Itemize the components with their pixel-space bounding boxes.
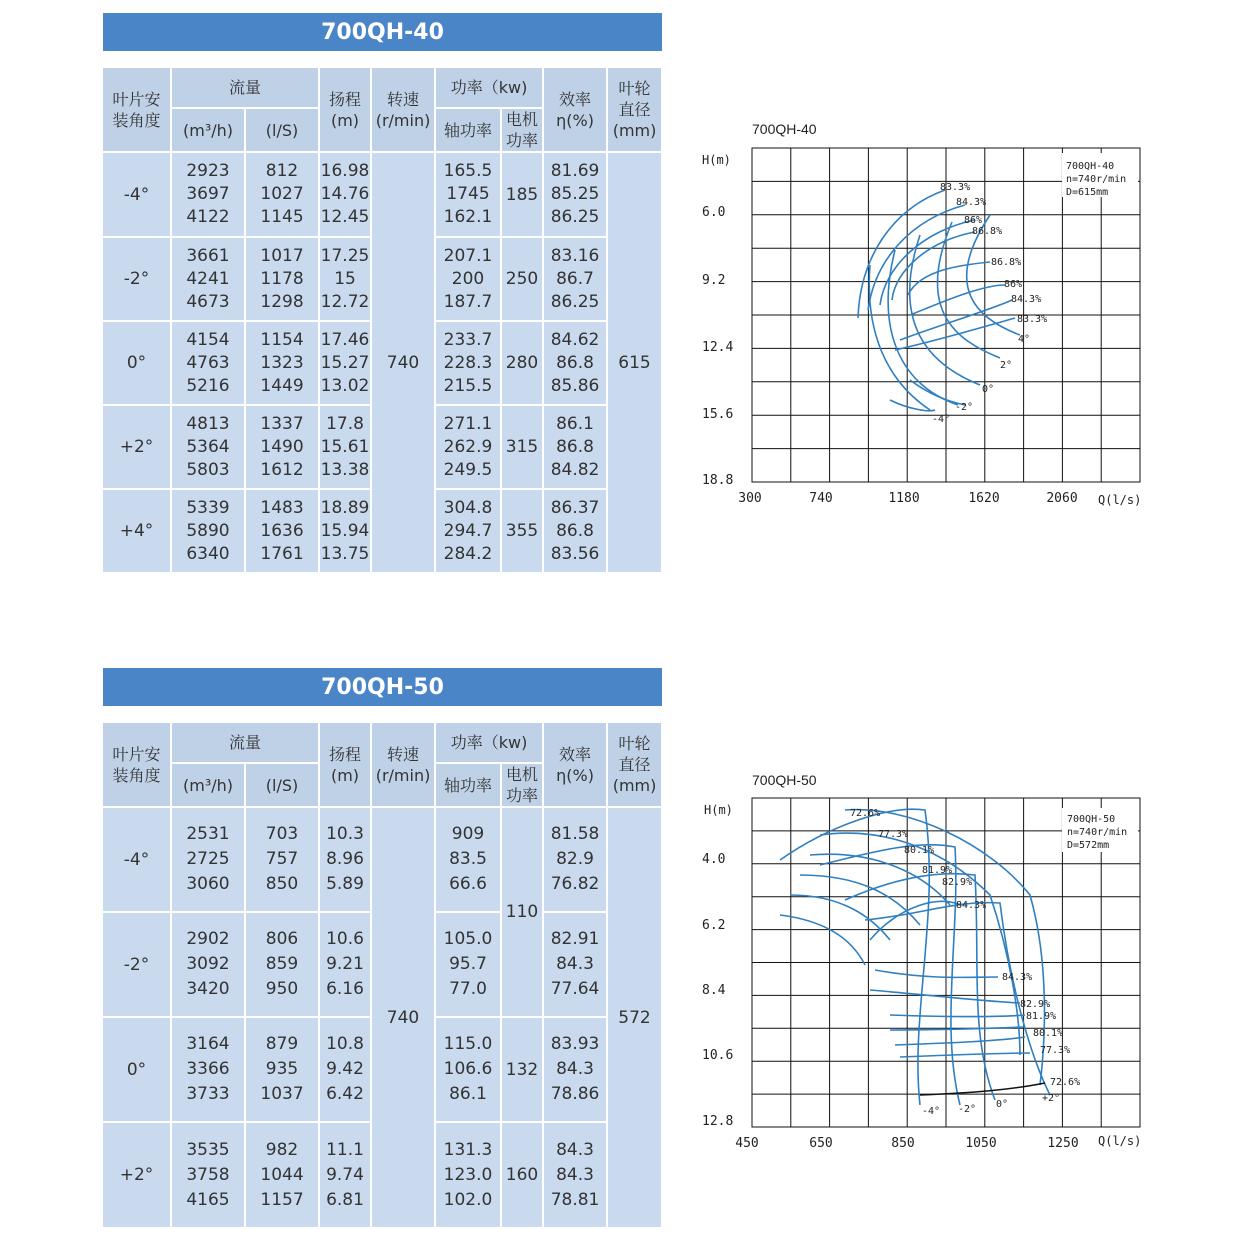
efficiency-curve xyxy=(880,220,975,305)
angle-cell: +2° xyxy=(103,405,171,489)
shaft-power-cell: 304.8 294.7 284.2 xyxy=(435,489,501,573)
efficiency-contours xyxy=(858,190,1015,350)
chart-title: 700QH-50 xyxy=(752,772,817,788)
legend-line: 700QH-50 xyxy=(1067,814,1116,825)
efficiency-curve xyxy=(900,1053,1030,1057)
x-tick-label: 850 xyxy=(891,1136,915,1151)
shaft-power-header: 轴功率 xyxy=(435,108,501,152)
efficiency-cell: 84.3 84.3 78.81 xyxy=(543,1122,607,1228)
flow-m3h-cell: 3535 3758 4165 xyxy=(171,1122,245,1228)
flow-header: 流量 xyxy=(171,68,319,108)
shaft-power-cell: 105.0 95.7 77.0 xyxy=(435,912,501,1017)
motor-power-cell: 280 xyxy=(501,321,543,405)
angle-cell: -4° xyxy=(103,807,171,912)
chart-title: 700QH-40 xyxy=(752,121,817,137)
y-tick-label: 15.6 xyxy=(702,407,734,422)
efficiency-label: 86% xyxy=(964,215,983,226)
efficiency-label: 86.8% xyxy=(991,257,1022,268)
motor-power-header: 电机 功率 xyxy=(501,763,543,807)
angle-cell: -2° xyxy=(103,912,171,1017)
efficiency-label: 81.9% xyxy=(922,865,953,876)
shaft-power-cell: 271.1 262.9 249.5 xyxy=(435,405,501,489)
motor-power-cell: 185 xyxy=(501,152,543,237)
impeller-cell: 572 xyxy=(607,807,662,1228)
speed-cell: 740 xyxy=(371,807,435,1228)
x-tick-label: 450 xyxy=(735,1136,759,1151)
angle-label: 4° xyxy=(1018,334,1031,345)
shaft-power-cell: 131.3 123.0 102.0 xyxy=(435,1122,501,1228)
flow-ls-header: (l/S) xyxy=(245,763,319,807)
efficiency-label: 72.6% xyxy=(1050,1077,1081,1088)
flow-ls-cell: 1337 1490 1612 xyxy=(245,405,319,489)
power-header: 功率（kw) xyxy=(435,723,543,763)
shaft-power-cell: 165.5 1745 162.1 xyxy=(435,152,501,237)
y-tick-label: 6.2 xyxy=(702,918,726,933)
table-section-1 xyxy=(103,13,662,564)
x-tick-label: 650 xyxy=(809,1136,833,1151)
spec-table xyxy=(103,723,663,1229)
x-tick-label: 1180 xyxy=(888,491,920,506)
angle-header: 叶片安 装角度 xyxy=(103,723,171,807)
flow-ls-cell: 879 935 1037 xyxy=(245,1017,319,1122)
y-tick-label: 9.2 xyxy=(702,273,726,288)
angle-cell: +2° xyxy=(103,1122,171,1228)
head-cell: 17.25 15 12.72 xyxy=(319,237,371,321)
angle-label: +2° xyxy=(1042,1093,1061,1104)
efficiency-cell: 81.58 82.9 76.82 xyxy=(543,807,607,912)
efficiency-label: 86% xyxy=(1004,279,1023,290)
y-tick-label: 12.8 xyxy=(702,1114,734,1129)
efficiency-label: 82.9% xyxy=(1020,999,1051,1010)
efficiency-label: 80.1% xyxy=(904,845,935,856)
angle-header: 叶片安 装角度 xyxy=(103,68,171,152)
shaft-power-cell: 115.0 106.6 86.1 xyxy=(435,1017,501,1122)
y-axis-label: H(m) xyxy=(702,153,731,167)
efficiency-curve xyxy=(780,915,865,965)
efficiency-label: 84.3% xyxy=(956,900,987,911)
efficiency-label: 86.8% xyxy=(972,226,1003,237)
x-tick-label: 1620 xyxy=(968,491,1000,506)
angle-cell: +4° xyxy=(103,489,171,573)
spec-table xyxy=(103,68,663,574)
efficiency-header: 效率 η(%) xyxy=(543,68,607,152)
efficiency-label: 84.3% xyxy=(956,197,987,208)
x-axis-label: Q(l/s) xyxy=(1098,493,1142,507)
speed-cell: 740 xyxy=(371,152,435,573)
head-cell: 18.89 15.94 13.75 xyxy=(319,489,371,573)
performance-chart-2 xyxy=(690,765,1170,1165)
flow-m3h-cell: 3164 3366 3733 xyxy=(171,1017,245,1122)
efficiency-cell: 82.91 84.3 77.64 xyxy=(543,912,607,1017)
impeller-header: 叶轮 直径 (mm) xyxy=(607,723,662,807)
y-axis-label: H(m) xyxy=(704,803,733,817)
motor-power-cell: 355 xyxy=(501,489,543,573)
head-cell: 10.3 8.96 5.89 xyxy=(319,807,371,912)
motor-power-header: 电机 功率 xyxy=(501,108,543,152)
efficiency-curve xyxy=(790,895,890,940)
y-tick-label: 18.8 xyxy=(702,473,734,488)
efficiency-label: 77.3% xyxy=(878,829,909,840)
angle-cell: -2° xyxy=(103,237,171,321)
efficiency-cell: 83.16 86.7 86.25 xyxy=(543,237,607,321)
flow-ls-cell: 1017 1178 1298 xyxy=(245,237,319,321)
head-cell: 11.1 9.74 6.81 xyxy=(319,1122,371,1228)
y-tick-label: 4.0 xyxy=(702,852,726,867)
shaft-power-cell: 207.1 200 187.7 xyxy=(435,237,501,321)
efficiency-label: 83.3% xyxy=(1017,314,1048,325)
table-section-2 xyxy=(103,668,662,1210)
head-cell: 10.8 9.42 6.42 xyxy=(319,1017,371,1122)
y-tick-label: 12.4 xyxy=(702,340,734,355)
flow-m3h-cell: 4813 5364 5803 xyxy=(171,405,245,489)
flow-m3h-cell: 2531 2725 3060 xyxy=(171,807,245,912)
shaft-power-header: 轴功率 xyxy=(435,763,501,807)
efficiency-cell: 81.69 85.25 86.25 xyxy=(543,152,607,237)
flow-m3h-cell: 3661 4241 4673 xyxy=(171,237,245,321)
motor-power-cell: 132 xyxy=(501,1017,543,1122)
efficiency-label: 84.3% xyxy=(1002,972,1033,983)
x-tick-label: 740 xyxy=(809,491,833,506)
table-title: 700QH-40 xyxy=(103,13,662,51)
flow-ls-cell: 982 1044 1157 xyxy=(245,1122,319,1228)
flow-m3h-cell: 2902 3092 3420 xyxy=(171,912,245,1017)
flow-ls-cell: 703 757 850 xyxy=(245,807,319,912)
impeller-cell: 615 xyxy=(607,152,662,573)
efficiency-label: 72.6% xyxy=(850,808,881,819)
legend-box xyxy=(1062,153,1138,198)
x-tick-label: 300 xyxy=(738,491,762,506)
power-header: 功率（kw) xyxy=(435,68,543,108)
motor-power-cell: 250 xyxy=(501,237,543,321)
efficiency-curve xyxy=(890,1015,1025,1017)
efficiency-label: 81.9% xyxy=(1026,1011,1057,1022)
head-cell: 16.98 14.76 12.45 xyxy=(319,152,371,237)
x-axis-label: Q(l/s) xyxy=(1098,1134,1142,1148)
efficiency-curve xyxy=(870,990,1020,1003)
efficiency-header: 效率 η(%) xyxy=(543,723,607,807)
legend-line: D=572mm xyxy=(1067,840,1110,851)
flow-m3h-header: (m³/h) xyxy=(171,108,245,152)
efficiency-curve xyxy=(895,318,1015,350)
efficiency-cell: 86.37 86.8 83.56 xyxy=(543,489,607,573)
angle-label: -2° xyxy=(955,402,974,413)
angle-label: -4° xyxy=(922,1106,941,1117)
motor-power-cell: 110 xyxy=(501,807,543,1017)
efficiency-label: 77.3% xyxy=(1040,1045,1071,1056)
legend-line: D=615mm xyxy=(1066,187,1109,198)
angle-label: 0° xyxy=(982,384,995,395)
flow-ls-cell: 1154 1323 1449 xyxy=(245,321,319,405)
shaft-power-cell: 233.7 228.3 215.5 xyxy=(435,321,501,405)
flow-header: 流量 xyxy=(171,723,319,763)
shaft-power-cell: 909 83.5 66.6 xyxy=(435,807,501,912)
flow-m3h-header: (m³/h) xyxy=(171,763,245,807)
table-title: 700QH-50 xyxy=(103,668,662,706)
y-tick-label: 6.0 xyxy=(702,205,726,220)
performance-chart-1 xyxy=(690,110,1170,520)
flow-m3h-cell: 5339 5890 6340 xyxy=(171,489,245,573)
flow-ls-cell: 806 859 950 xyxy=(245,912,319,1017)
efficiency-curve xyxy=(800,875,920,925)
flow-ls-cell: 1483 1636 1761 xyxy=(245,489,319,573)
y-tick-label: 8.4 xyxy=(702,983,726,998)
legend-line: 700QH-40 xyxy=(1066,161,1115,172)
efficiency-curve xyxy=(910,285,1005,315)
angle-cell: 0° xyxy=(103,321,171,405)
angle-cell: -4° xyxy=(103,152,171,237)
efficiency-cell: 86.1 86.8 84.82 xyxy=(543,405,607,489)
flow-ls-header: (l/S) xyxy=(245,108,319,152)
motor-power-cell: 160 xyxy=(501,1122,543,1228)
table-row xyxy=(103,807,662,912)
angle-label: -2° xyxy=(958,1104,977,1115)
speed-header: 转速 (r/min) xyxy=(371,723,435,807)
efficiency-curve xyxy=(858,190,945,318)
head-header: 扬程 (m) xyxy=(319,723,371,807)
efficiency-curve xyxy=(895,1037,1025,1045)
efficiency-cell: 83.93 84.3 78.86 xyxy=(543,1017,607,1122)
legend-box xyxy=(1062,808,1138,852)
efficiency-label: 80.1% xyxy=(1033,1028,1064,1039)
x-tick-label: 2060 xyxy=(1046,491,1078,506)
x-tick-label: 1050 xyxy=(965,1136,997,1151)
efficiency-cell: 84.62 86.8 85.86 xyxy=(543,321,607,405)
head-header: 扬程 (m) xyxy=(319,68,371,152)
head-cell: 10.6 9.21 6.16 xyxy=(319,912,371,1017)
speed-header: 转速 (r/min) xyxy=(371,68,435,152)
efficiency-curve xyxy=(875,970,998,977)
head-cell: 17.46 15.27 13.02 xyxy=(319,321,371,405)
black-curve xyxy=(920,1083,1045,1095)
table-row xyxy=(103,152,662,237)
flow-ls-cell: 812 1027 1145 xyxy=(245,152,319,237)
efficiency-label: 82.9% xyxy=(942,877,973,888)
x-tick-label: 1250 xyxy=(1047,1136,1079,1151)
angle-cell: 0° xyxy=(103,1017,171,1122)
flow-m3h-cell: 2923 3697 4122 xyxy=(171,152,245,237)
head-cell: 17.8 15.61 13.38 xyxy=(319,405,371,489)
angle-label: 2° xyxy=(1000,360,1013,371)
efficiency-label: 84.3% xyxy=(1011,294,1042,305)
angle-label: -4° xyxy=(932,414,951,425)
flow-m3h-cell: 4154 4763 5216 xyxy=(171,321,245,405)
y-tick-label: 10.6 xyxy=(702,1048,734,1063)
motor-power-cell: 315 xyxy=(501,405,543,489)
angle-label: 0° xyxy=(996,1099,1009,1110)
impeller-header: 叶轮 直径 (mm) xyxy=(607,68,662,152)
legend-line: n=740r/min xyxy=(1066,174,1127,185)
efficiency-label: 83.3% xyxy=(940,182,971,193)
legend-line: n=740r/min xyxy=(1067,827,1128,838)
